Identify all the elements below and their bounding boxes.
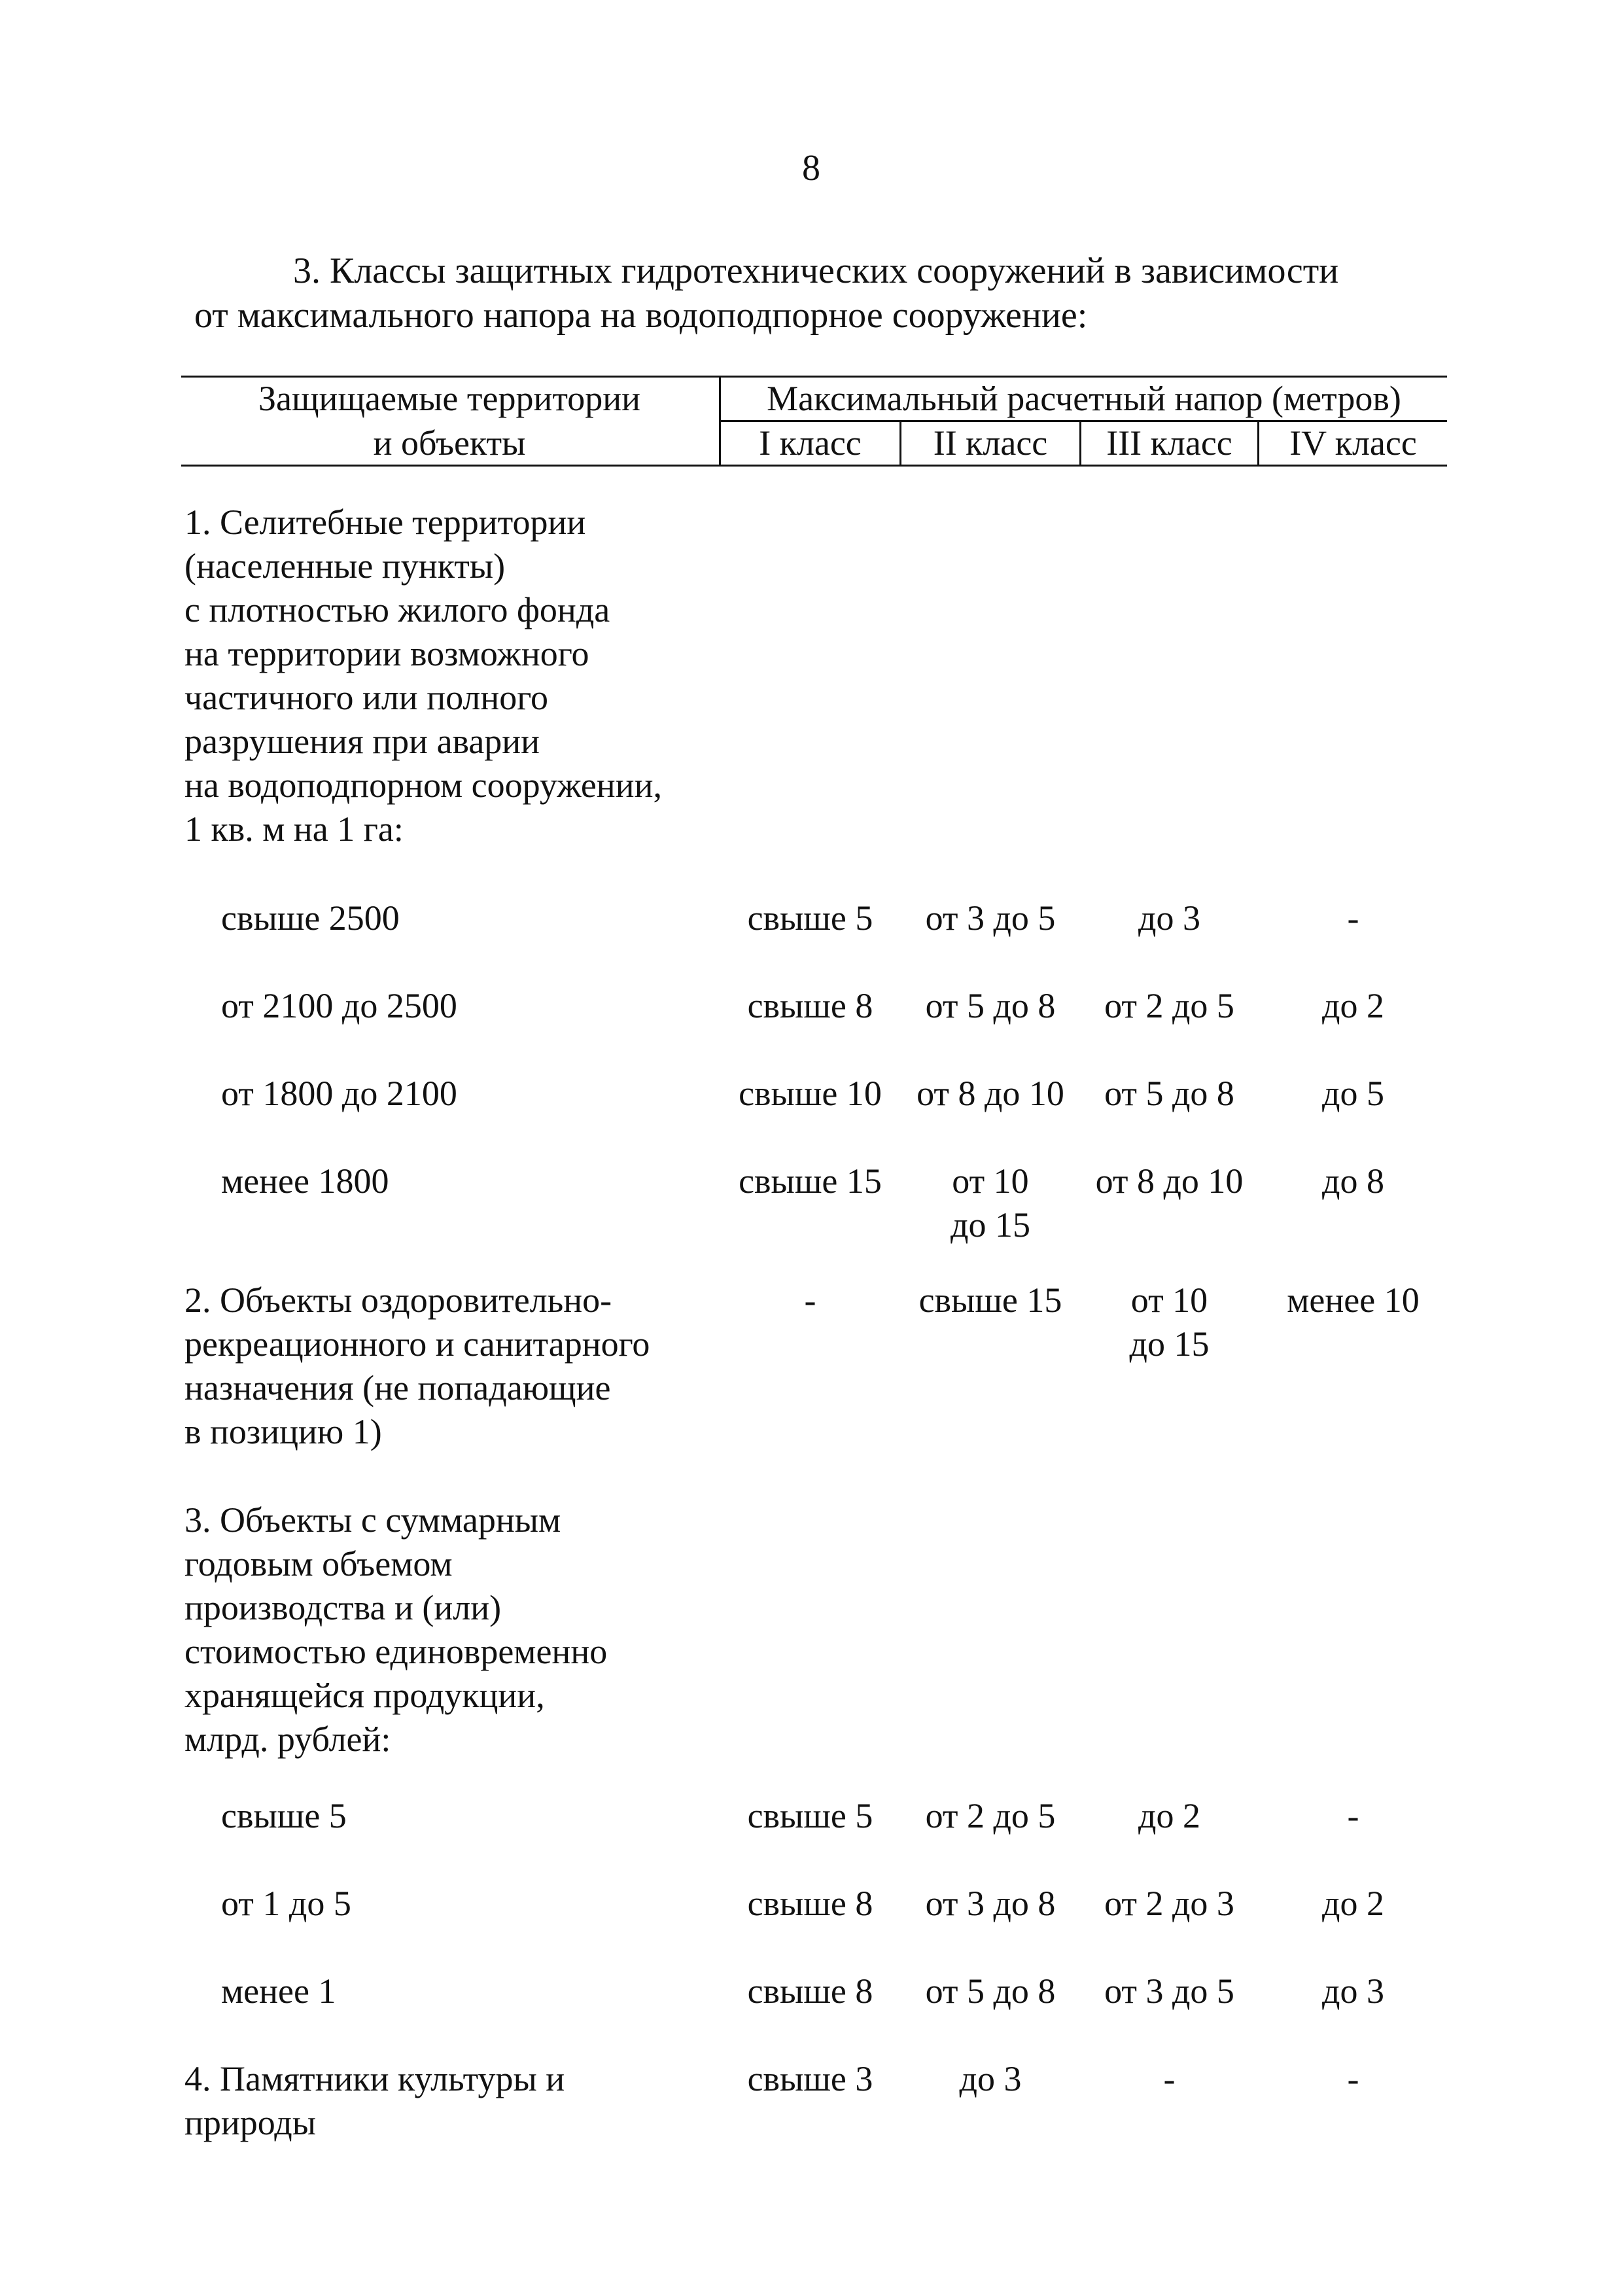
section-3-title-line: стоимостью единовременно (184, 1632, 608, 1671)
section-1-title-line: на водоподпорном сооружении, (184, 766, 662, 805)
row-label: от 2100 до 2500 (221, 986, 457, 1025)
cell-class-4: - (1347, 2059, 1359, 2098)
cell-class-1: - (804, 1280, 816, 1320)
cell-class-3: от 8 до 10 (1095, 1161, 1244, 1201)
section-1-title-line: частичного или полного (184, 678, 549, 717)
cell-class-3: от 5 до 8 (1104, 1074, 1234, 1113)
cell-class-1: свыше 10 (739, 1074, 882, 1113)
cell-class-2: от 3 до 5 (925, 898, 1056, 938)
cell-class-3: от 2 до 3 (1104, 1884, 1234, 1923)
section-3-title-line: хранящейся продукции, (184, 1676, 545, 1715)
header-class-2: II класс (933, 423, 1048, 463)
cell-class-4: - (1347, 1796, 1359, 1835)
row-label: от 1 до 5 (221, 1884, 351, 1923)
header-territory-line2: и объекты (373, 423, 526, 463)
section-4-title-line: природы (184, 2103, 316, 2142)
cell-class-4: до 5 (1322, 1074, 1384, 1113)
section-1-title-line: с плотностью жилого фонда (184, 590, 610, 629)
section-2-title-line: назначения (не попадающие (184, 1368, 611, 1407)
row-label: от 1800 до 2100 (221, 1074, 457, 1113)
cell-class-2: от 5 до 8 (925, 1971, 1056, 2011)
header-class-3: III класс (1106, 423, 1232, 463)
section-2-title-line: 2. Объекты оздоровительно- (184, 1280, 612, 1320)
section-3-title-line: производства и (или) (184, 1588, 502, 1627)
section-3-title-line: млрд. рублей: (184, 1720, 391, 1759)
row-label: менее 1800 (221, 1161, 389, 1201)
cell-class-3-line2: до 15 (1129, 1324, 1210, 1364)
cell-class-3: от 2 до 5 (1104, 986, 1234, 1025)
section-1-title-line: 1. Селитебные территории (184, 503, 586, 542)
cell-class-2: от 10 (952, 1161, 1029, 1201)
cell-class-3: от 10 (1130, 1280, 1208, 1320)
intro-line-1: 3. Классы защитных гидротехнических сооружений в зависимости (293, 251, 1339, 291)
row-label: свыше 5 (221, 1796, 347, 1835)
section-1-title-line: 1 кв. м на 1 га: (184, 809, 404, 849)
section-4-title-line: 4. Памятники культуры и (184, 2059, 565, 2098)
cell-class-1: свыше 5 (747, 1796, 873, 1835)
cell-class-2: от 5 до 8 (925, 986, 1056, 1025)
cell-class-2: от 2 до 5 (925, 1796, 1056, 1835)
cell-class-1: свыше 8 (747, 1884, 873, 1923)
cell-class-2: свыше 15 (918, 1280, 1062, 1320)
cell-class-3: от 3 до 5 (1104, 1971, 1234, 2011)
cell-class-1: свыше 3 (747, 2059, 873, 2098)
cell-class-1: свыше 5 (747, 898, 873, 938)
page-number: 8 (802, 148, 820, 188)
header-max-head: Максимальный расчетный напор (метров) (767, 379, 1401, 418)
intro-line-2: от максимального напора на водоподпорное сооружение: (194, 295, 1088, 336)
cell-class-2: от 8 до 10 (916, 1074, 1064, 1113)
section-2-title-line: в позицию 1) (184, 1412, 382, 1451)
cell-class-4: до 3 (1322, 1971, 1384, 2011)
cell-class-3: - (1163, 2059, 1176, 2098)
cell-class-1: свыше 15 (739, 1161, 882, 1201)
header-mid-rule (720, 420, 1447, 422)
cell-class-3: до 3 (1138, 898, 1200, 938)
row-label: менее 1 (221, 1971, 336, 2011)
cell-class-2-line2: до 15 (951, 1205, 1030, 1245)
section-3-title-line: 3. Объекты с суммарным (184, 1500, 561, 1540)
section-1-title-line: (населенные пункты) (184, 546, 506, 586)
cell-class-3: до 2 (1138, 1796, 1200, 1835)
table-top-rule (181, 376, 1447, 378)
cell-class-4: - (1347, 898, 1359, 938)
section-3-title-line: годовым объемом (184, 1544, 453, 1583)
section-1-title-line: разрушения при аварии (184, 722, 540, 761)
cell-class-4: менее 10 (1287, 1280, 1420, 1320)
cell-class-4: до 8 (1322, 1161, 1384, 1201)
cell-class-1: свыше 8 (747, 986, 873, 1025)
header-territory-line1: Защищаемые территории (258, 379, 641, 418)
cell-class-2: от 3 до 8 (925, 1884, 1056, 1923)
cell-class-2: до 3 (959, 2059, 1022, 2098)
row-label: свыше 2500 (221, 898, 400, 938)
header-class-1: I класс (759, 423, 862, 463)
cell-class-1: свыше 8 (747, 1971, 873, 2011)
cell-class-4: до 2 (1322, 986, 1384, 1025)
cell-class-4: до 2 (1322, 1884, 1384, 1923)
header-class-4: IV класс (1289, 423, 1417, 463)
section-2-title-line: рекреационного и санитарного (184, 1324, 650, 1364)
section-1-title-line: на территории возможного (184, 634, 589, 673)
